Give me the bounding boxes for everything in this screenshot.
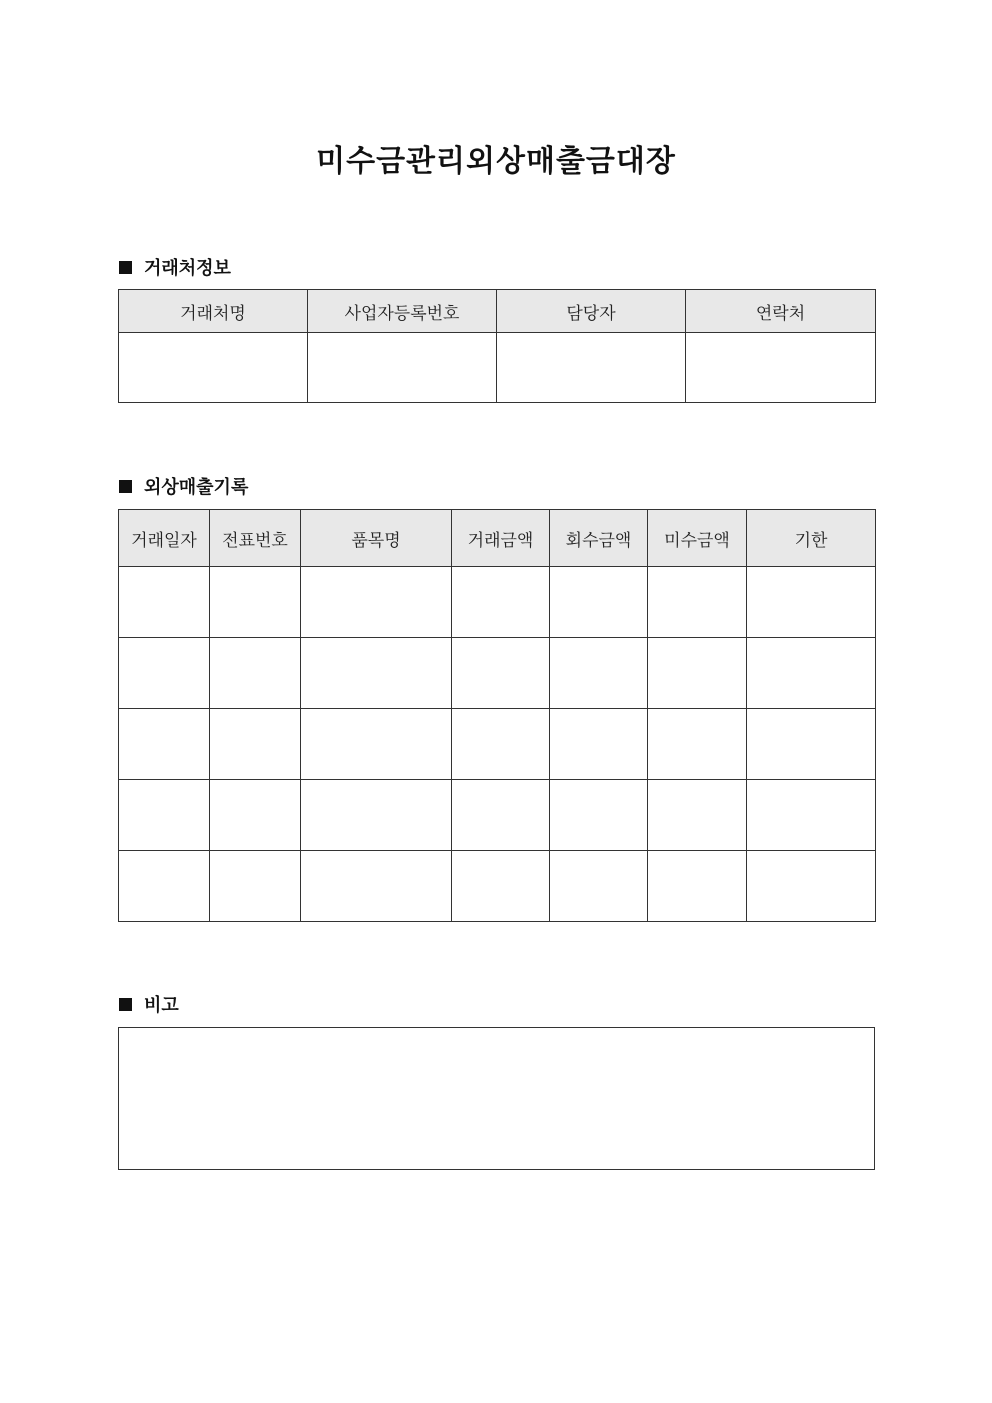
table-cell[interactable] [301,709,452,780]
contact-person-cell[interactable] [497,333,686,403]
table-cell[interactable] [301,638,452,709]
remarks-box[interactable] [118,1027,875,1170]
table-cell[interactable] [210,780,301,851]
column-header-slip-number: 전표번호 [210,510,301,567]
table-cell[interactable] [550,851,648,922]
column-header-outstanding: 미수금액 [648,510,747,567]
table-cell[interactable] [452,567,550,638]
business-number-cell[interactable] [308,333,497,403]
column-header-due-date: 기한 [747,510,876,567]
table-cell[interactable] [550,709,648,780]
client-info-table [118,289,876,403]
page-title: 미수금관리외상매출금대장 [316,144,676,179]
table-cell[interactable] [747,851,876,922]
section-heading-label: 거래처정보 [144,258,231,279]
table-cell[interactable] [747,709,876,780]
table-row [119,709,876,780]
column-header-client-name: 거래처명 [119,290,308,333]
table-cell[interactable] [210,709,301,780]
table-cell[interactable] [648,638,747,709]
table-cell[interactable] [210,851,301,922]
black-square-icon [119,998,132,1011]
table-cell[interactable] [210,567,301,638]
client-name-cell[interactable] [119,333,308,403]
table-cell[interactable] [747,567,876,638]
table-cell[interactable] [747,638,876,709]
table-cell[interactable] [301,567,452,638]
column-header-collected: 회수금액 [550,510,648,567]
table-cell[interactable] [648,851,747,922]
table-cell[interactable] [119,780,210,851]
section-heading-label: 비고 [144,995,179,1016]
phone-cell[interactable] [686,333,876,403]
black-square-icon [119,261,132,274]
table-row [119,638,876,709]
section-heading-label: 외상매출기록 [144,477,249,498]
table-cell[interactable] [648,709,747,780]
table-cell[interactable] [648,567,747,638]
table-row [119,333,876,403]
table-cell[interactable] [119,638,210,709]
table-cell[interactable] [550,780,648,851]
column-header-date: 거래일자 [119,510,210,567]
column-header-amount: 거래금액 [452,510,550,567]
table-header-row [119,510,876,567]
table-cell[interactable] [452,638,550,709]
table-cell[interactable] [452,709,550,780]
section-heading-sales-record [119,473,248,499]
column-header-business-number: 사업자등록번호 [308,290,497,333]
table-cell[interactable] [119,709,210,780]
table-row [119,780,876,851]
column-header-item-name: 품목명 [301,510,452,567]
table-header-row [119,290,876,333]
section-heading-client-info [119,254,231,280]
black-square-icon [119,480,132,493]
table-cell[interactable] [452,780,550,851]
table-cell[interactable] [119,567,210,638]
table-cell[interactable] [301,780,452,851]
table-cell[interactable] [452,851,550,922]
table-cell[interactable] [119,851,210,922]
table-row [119,567,876,638]
table-cell[interactable] [301,851,452,922]
table-row [119,851,876,922]
column-header-contact-person: 담당자 [497,290,686,333]
table-cell[interactable] [550,567,648,638]
section-heading-remarks [119,991,179,1017]
column-header-phone: 연락처 [686,290,876,333]
sales-record-table [118,509,876,922]
table-cell[interactable] [747,780,876,851]
table-cell[interactable] [550,638,648,709]
table-cell[interactable] [210,638,301,709]
table-cell[interactable] [648,780,747,851]
